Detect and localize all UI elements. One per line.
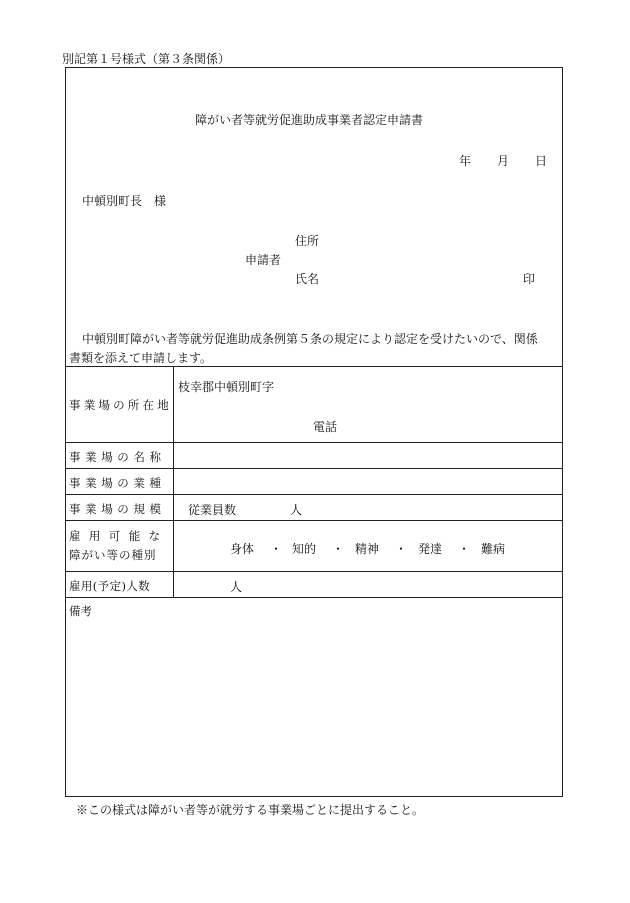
column-divider [173,366,174,597]
disability-option-physical[interactable]: 身体 [230,542,255,556]
row-divider [65,468,563,469]
disability-option-developmental[interactable]: 発達 [418,542,443,556]
business-scale-label: 事業場の規模 [69,502,166,516]
employee-count-unit: 人 [290,503,303,517]
business-type-label: 事業場の業種 [69,476,166,490]
row-divider [65,571,563,572]
body-text-line-1: 中頓別町障がい者等就労促進助成条例第５条の規定により認定を受けたいので、関係 [82,332,538,346]
planned-hires-label: 雇用(予定)人数 [69,579,151,593]
option-separator: ・ [458,542,471,556]
date-month-label: 月 [497,154,510,168]
addressee: 中頓別町長 様 [82,194,167,208]
disability-option-intellectual[interactable]: 知的 [292,542,317,556]
form-number: 別記第１号様式（第３条関係） [62,52,231,66]
row-divider [65,494,563,495]
disability-types-label-line-1: 雇用可能な [69,529,169,543]
phone-label: 電話 [313,420,338,434]
option-separator: ・ [332,542,345,556]
disability-types-label-line-2: 障がい等の種別 [69,548,157,562]
footer-note: ※この様式は障がい者等が就労する事業場ごとに提出すること。 [76,803,425,817]
business-name-label: 事業場の名称 [69,450,166,464]
applicant-address-label: 住所 [295,234,320,248]
seal-mark: 印 [523,272,536,286]
row-divider [65,442,563,443]
applicant-label: 申請者 [245,253,282,267]
employee-count-label: 従業員数 [188,503,237,517]
body-text-line-2: 書類を添えて申請します。 [69,351,213,365]
location-address-prefix: 枝幸郡中頓別町字 [178,380,275,394]
table-top-line [65,366,563,367]
disability-option-mental[interactable]: 精神 [355,542,380,556]
row-divider [65,520,563,521]
disability-option-intractable-disease[interactable]: 難病 [481,542,506,556]
form-title: 障がい者等就労促進助成事業者認定申請書 [195,113,424,127]
remarks-label: 備考 [69,604,92,618]
date-day-label: 日 [535,154,548,168]
option-separator: ・ [395,542,408,556]
location-label: 事業場の所在地 [69,398,172,412]
planned-hires-unit: 人 [230,580,243,594]
applicant-name-label: 氏名 [295,272,320,286]
date-year-label: 年 [459,154,472,168]
row-divider [65,597,563,598]
option-separator: ・ [270,542,283,556]
